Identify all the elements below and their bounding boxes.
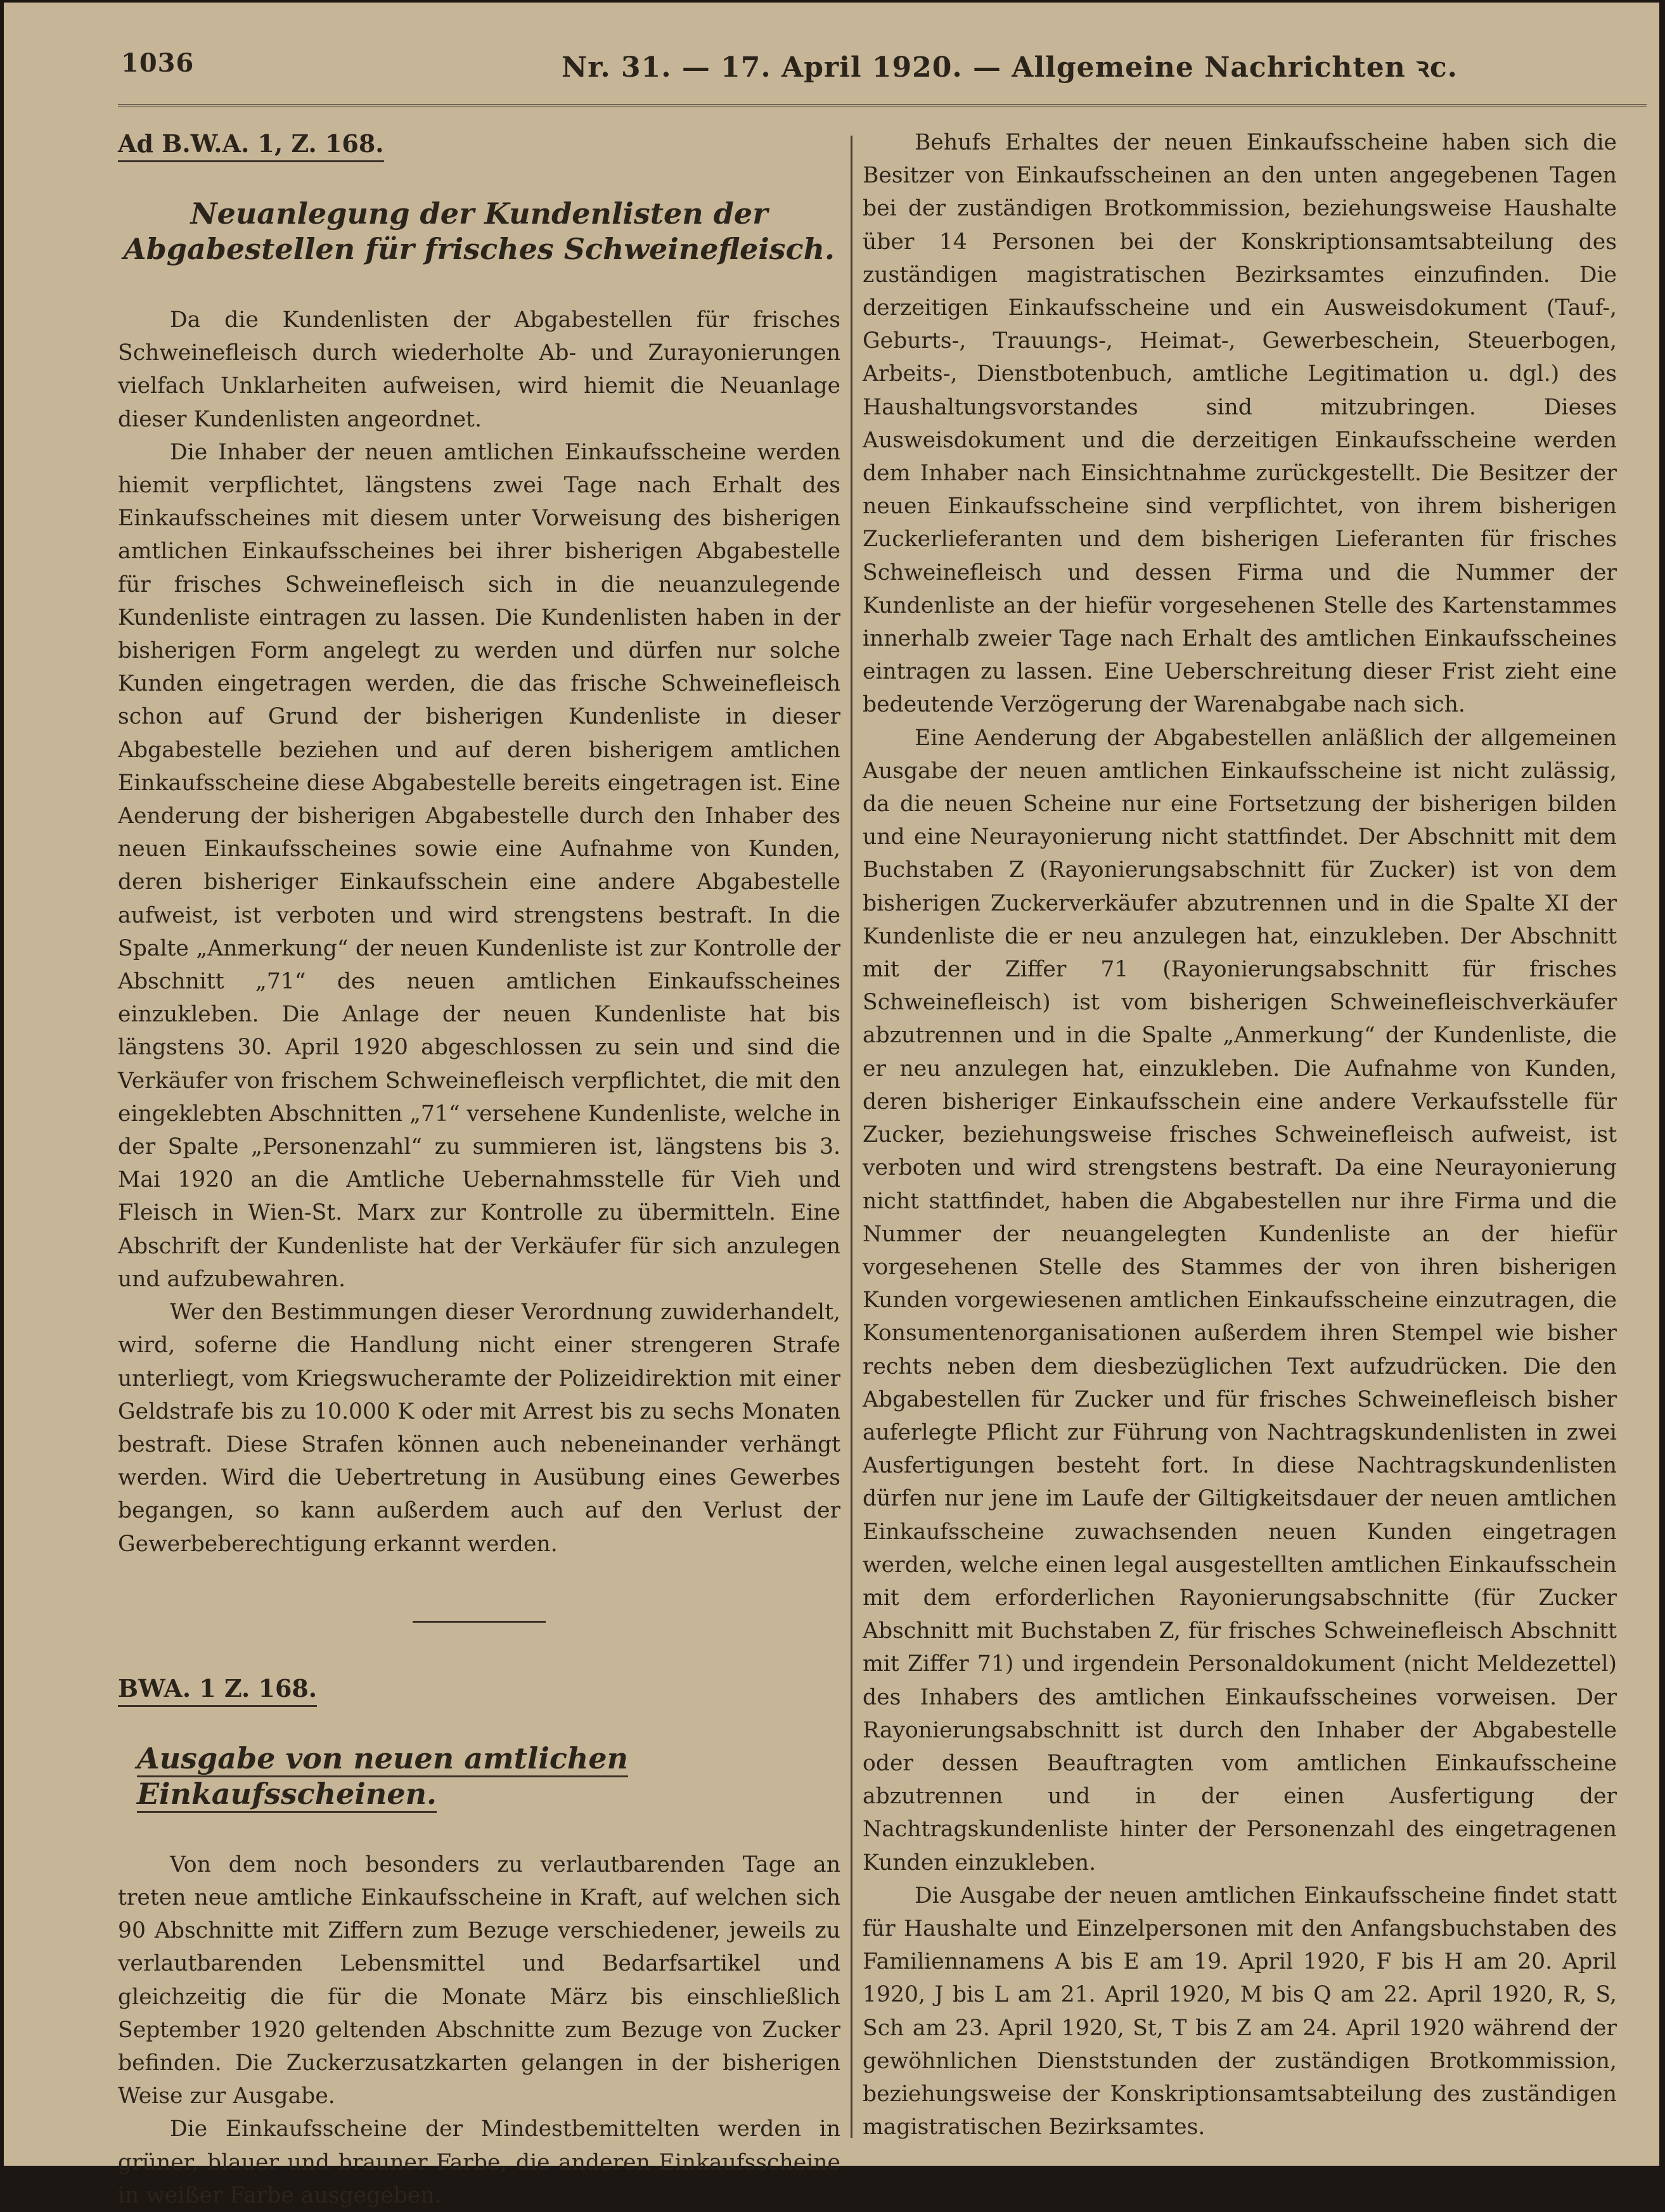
header-rule: [118, 104, 1647, 106]
article1-reference-text: Ad B.W.A. 1, Z. 168.: [118, 129, 384, 162]
column-divider: [851, 136, 852, 2138]
left-column: [118, 126, 840, 2212]
article1-paragraph: Die Inhaber der neuen amtlichen Einkaufsscheine werden hiemit verpflichtet, längstens zwei Tage nach Erhalt des Einkaufsscheines mit diesem unter Vorweisung des bisherigen amtlichen Einkaufsscheines bei ihrer bisherigen Abgabestelle für frisches Schweinefleisch sich in die neuanzulegende Kundenliste eintragen zu lassen. Die Kundenlisten haben in der bisherigen Form angelegt zu werden und dürfen nur solche Kunden eingetragen werden, die das frische Schweinefleisch schon auf Grund der bisherigen Kundenliste in dieser Abgabestelle beziehen und auf deren bisherigem amtlichen Einkaufsscheine diese Abgabestelle bereits eingetragen ist. Eine Aenderung der bisherigen Abgabestelle durch den Inhaber des neuen Einkaufsscheines sowie eine Aufnahme von Kunden, deren bisheriger Einkaufsschein eine andere Abgabestelle aufweist, ist verboten und wird strengstens bestraft. In die Spalte „Anmerkung“ der neuen Kundenliste ist zur Kontrolle der Abschnitt „71“ des neuen amtlichen Einkaufsscheines einzukleben. Die Anlage der neuen Kundenliste hat bis längstens 30. April 1920 abgeschlossen zu sein und sind die Verkäufer von frischem Schweinefleisch verpflichtet, die mit den eingeklebten Abschnitten „71“ versehene Kundenliste, welche in der Spalte „Personenzahl“ zu summieren ist, längstens bis 3. Mai 1920 an die Amtliche Uebernahmsstelle für Vieh und Fleisch in Wien-St. Marx zur Kontrolle zu übermitteln. Eine Abschrift der Kundenliste hat der Verkäufer für sich anzulegen und aufzubewahren.: [118, 439, 840, 1292]
right-paragraph: Eine Aenderung der Abgabestellen anläßlich der allgemeinen Ausgabe der neuen amtlichen Einkaufsscheine ist nicht zulässig, da die neuen Scheine nur eine Fortsetzung der bisherigen bilden und eine Neurayonierung nicht stattfindet. Der Abschnitt mit dem Buchstaben Z (Rayonierungsabschnitt für Zucker) ist von dem bisherigen Zuckerverkäufer abzutrennen und in die Spalte XI der Kundenliste die er neu anzulegen hat, einzukleben. Der Abschnitt mit der Ziffer 71 (Rayonierungsabschnitt für frisches Schweinefleisch) ist vom bisherigen Schweinefleischverkäufer abzutrennen und in die Spalte „Anmerkung“ der Kundenliste, die er neu anzulegen hat, einzukleben. Die Aufnahme von Kunden, deren bisheriger Einkaufsschein eine andere Verkaufsstelle für Zucker, beziehungsweise frisches Schweinefleisch aufweist, ist verboten und wird strengstens bestraft. Da eine Neurayonierung nicht stattfindet, haben die Abgabestellen nur ihre Firma und die Nummer der neuangelegten Kundenliste an der hiefür vorgesehenen Stelle des Stammes der von ihren bisherigen Kunden vorgewiesenen amtlichen Einkaufsscheine einzutragen, die Konsumentenorganisationen außerdem ihren Stempel wie bisher rechts neben dem diesbezüglichen Text aufzudrücken. Die den Abgabestellen für Zucker und für frisches Schweinefleisch bisher auferlegte Pflicht zur Führung von Nachtragskundenlisten in zwei Ausfertigungen besteht fort. In diese Nachtragskundenlisten dürfen nur jene im Laufe der Giltigkeitsdauer der neuen amtlichen Einkaufsscheine zuwachsenden neuen Kunden eingetragen werden, welche einen legal ausgestellten amtlichen Einkaufsschein mit dem erforderlichen Rayonierungsabschnitte (für Zucker Abschnitt mit Buchstaben Z, für frisches Schweinefleisch Abschnitt mit Ziffer 71) und irgendein Personaldokument (nicht Meldezettel) des Inhabers des amtlichen Einkaufsscheines vorweisen. Der Rayonierungsabschnitt ist durch den Inhaber der Abgabestelle oder dessen Beauftragten vom amtlichen Einkaufsscheine abzutrennen und in der einen Ausfertigung der Nachtragskundenliste hinter der Personenzahl des eingetragenen Kunden einzukleben.: [863, 725, 1617, 1876]
article2-reference-text: BWA. 1 Z. 168.: [118, 1674, 317, 1707]
article2-title-text: Ausgabe von neuen amtlichen Einkaufsscheinen.: [137, 1741, 628, 1813]
article1-paragraph: Da die Kundenlisten der Abgabestellen für frisches Schweinefleisch durch wiederholte Ab- und Zurayonierungen vielfach Unklarheiten aufweisen, wird hiemit die Neuanlage dieser Kundenlisten angeordnet.: [118, 307, 840, 432]
article1-title: Neuanlegung der Kundenlisten der Abgabestellen für frisches Schweinefleisch.: [123, 196, 835, 266]
article2-reference: [118, 1671, 840, 1706]
page-header: [4, 3, 1659, 123]
right-column: [863, 126, 1617, 2144]
running-head: Nr. 31. — 17. April 1920. — Allgemeine Nachrichten ꝛc.: [562, 51, 1458, 84]
article1-paragraph: Wer den Bestimmungen dieser Verordnung zuwiderhandelt, wird, soferne die Handlung nicht einer strengeren Strafe unterliegt, vom Kriegswucheramte der Polizeidirektion mit einer Geldstrafe bis zu 10.000 K oder mit Arrest bis zu sechs Monaten bestraft. Diese Strafen können auch nebeneinander verhängt werden. Wird die Uebertretung in Ausübung eines Gewerbes begangen, so kann außerdem auch auf den Verlust der Gewerbeberechtigung erkannt werden.: [118, 1300, 840, 1557]
article2-title: [137, 1741, 840, 1812]
page-number: 1036: [121, 48, 195, 78]
article-separator: [413, 1621, 546, 1623]
newspaper-page: [4, 3, 1659, 2208]
article1-reference: [118, 126, 840, 162]
article2-paragraph: Von dem noch besonders zu verlautbarenden Tage an treten neue amtliche Einkaufsscheine in Kraft, auf welchen sich 90 Abschnitte mit Ziffern zum Bezuge verschiedener, jeweils zu verlautbarenden Lebensmittel und Bedarfsartikel und gleichzeitig die für die Monate März bis einschließlich September 1920 geltenden Abschnitte zum Bezuge von Zucker befinden. Die Zuckerzusatzkarten gelangen in der bisherigen Weise zur Ausgabe.: [118, 1851, 840, 2109]
right-paragraph: Behufs Erhaltes der neuen Einkaufsscheine haben sich die Besitzer von Einkaufsscheinen an den unten angegebenen Tagen bei der zuständigen Brotkommission, beziehungsweise Haushalte über 14 Personen bei der Konskriptionsamtsabteilung des zuständigen magistratischen Bezirksamtes einzufinden. Die derzeitigen Einkaufsscheine und ein Ausweisdokument (Tauf-, Geburts-, Trauungs-, Heimat-, Gewerbeschein, Steuerbogen, Arbeits-, Dienstbotenbuch, amtliche Legitimation u. dgl.) des Haushaltungsvorstandes sind mitzubringen. Dieses Ausweisdokument und die derzeitigen Einkaufsscheine werden dem Inhaber nach Einsichtnahme zurückgestellt. Die Besitzer der neuen Einkaufsscheine sind verpflichtet, von ihrem bisherigen Zuckerlieferanten und dem bisherigen Lieferanten für frisches Schweinefleisch und dessen Firma und die Nummer der Kundenliste an der hiefür vorgesehenen Stelle des Kartenstammes innerhalb zweier Tage nach Erhalt des amtlichen Einkaufsscheines eintragen zu lassen. Eine Ueberschreitung dieser Frist zieht eine bedeutende Verzögerung der Warenabgabe nach sich.: [863, 130, 1617, 718]
article2-paragraph: Die Einkaufsscheine der Mindestbemittelten werden in grüner, blauer und brauner Farbe, die anderen Einkaufsscheine in weißer Farbe ausgegeben.: [118, 2116, 840, 2208]
right-paragraph: Die Ausgabe der neuen amtlichen Einkaufsscheine findet statt für Haushalte und Einzelpersonen mit den Anfangsbuchstaben des Familiennamens A bis E am 19. April 1920, F bis H am 20. April 1920, J bis L am 21. April 1920, M bis Q am 22. April 1920, R, S, Sch am 23. April 1920, St, T bis Z am 24. April 1920 während der gewöhnlichen Dienststunden der zuständigen Brotkommission, beziehungsweise der Konskriptionsamtsabteilung des zuständigen magistratischen Bezirksamtes.: [863, 1883, 1617, 2140]
